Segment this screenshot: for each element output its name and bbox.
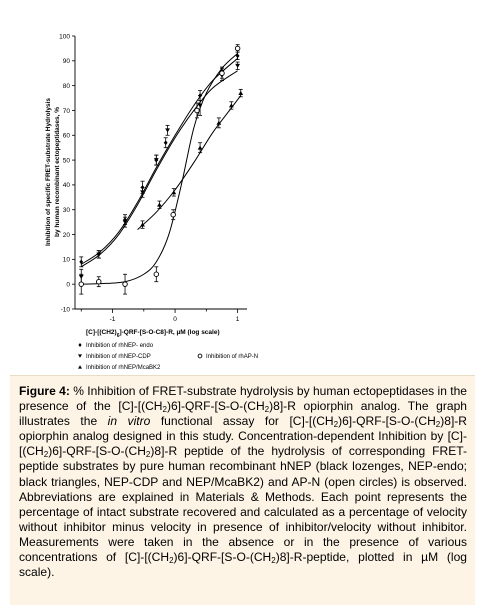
- legend-label: Inhibition of rhNEP- endo: [86, 343, 154, 350]
- triangle-up-marker: [198, 146, 203, 150]
- triangle-up-marker: [238, 91, 243, 95]
- legend: [78, 343, 258, 371]
- open-circle-marker: [96, 279, 101, 284]
- y-tick-label: 100: [59, 33, 70, 41]
- caption-label: Figure 4:: [19, 384, 70, 398]
- open-circle-marker: [154, 272, 159, 277]
- y-tick-label: 20: [62, 231, 70, 239]
- legend-item: [78, 365, 161, 371]
- open-circle-marker: [123, 282, 128, 287]
- figure-caption: Figure 4: % Inhibition of FRET-substrate hydrolysis by human ectopeptidases in the presence of the $[C]-[(CH_2)6]-QRF-[S-O-(CH_2)8]-R$ opiorphin analog. The graph illustrates the in vitro functional assay for $[C]-[(CH_2)6]-QRF-[S-O-(CH_2)8]-R$ opiorphin analog designed in this study. Concentration-dependent Inhibition by $[C]-[(CH_2)6]-QRF-[S-O-(CH_2)8]-R$ peptide of the hydrolysis of corresponding FRET-peptide substrates by pure human recombinant hNEP (black lozenges, NEP-endo; black triangles, NEP-CDP and NEP/McaBK2) and AP-N (open circles) is observed. Abbreviations are explained in Materials & Methods. Each point represents the percentage of intact substrate recovered and calculated as a percentage of velocity without inhibitor minus velocity in presence of inhibitor/velocity without inhibitor. Measurements were taken in the absence or in the presence of various concentrations of $[C]-[(CH_2)6]-QRF-[S-O-(CH_2)8]-R$-peptide, plotted in µM (log scale).: [10, 375, 475, 605]
- fit-curve-diamond: [81, 58, 237, 264]
- fit-curves: [81, 53, 240, 284]
- y-tick-label: 80: [62, 82, 70, 90]
- legend-item: [78, 354, 151, 360]
- triangle-up-marker: [171, 190, 176, 194]
- legend-item: [198, 354, 258, 360]
- x-tick-label: 0: [173, 316, 177, 323]
- diamond-marker: [164, 140, 168, 145]
- fit-curve-triangle-up: [138, 96, 241, 230]
- legend-label: Inhibition of rhAP-N: [206, 354, 259, 361]
- y-tick-label: 50: [62, 157, 70, 165]
- y-axis-title-line1: Inhibition of specific FRET-substrate Hydrolysis: [45, 97, 52, 247]
- series-triangle-down: [79, 62, 240, 284]
- open-circle-marker: [198, 354, 202, 358]
- y-tick-label: -10: [60, 306, 70, 314]
- triangle-down-marker: [198, 104, 203, 108]
- x-tick-label: 1: [235, 316, 240, 323]
- triangle-up-marker: [78, 365, 82, 368]
- series-diamond: [79, 52, 239, 267]
- triangle-down-marker: [165, 128, 170, 132]
- y-axis-title-line2: by human recombinant ectopeptidases, %: [54, 106, 61, 238]
- legend-label: Inhibition of rhNEP/McaBK2: [86, 365, 161, 372]
- y-tick-label: 60: [62, 132, 70, 140]
- y-tick-label: 30: [62, 207, 70, 215]
- triangle-down-marker: [235, 64, 240, 68]
- triangle-down-marker: [78, 354, 82, 357]
- y-tick-label: 0: [66, 281, 70, 289]
- data-points: [79, 45, 243, 294]
- x-tick-label: -1: [109, 316, 116, 323]
- y-tick-label: 10: [62, 256, 70, 264]
- legend-label: Inhibition of rhNEP-CDP: [86, 354, 151, 361]
- x-axis-title: $[C]-[(CH2)_6]-QRF-[S-O-C8]-R$, µM (log scale): [86, 329, 220, 339]
- y-tick-label: 40: [62, 182, 70, 190]
- diamond-marker: [78, 343, 81, 347]
- legend-item: [78, 343, 153, 349]
- open-circle-marker: [195, 108, 200, 113]
- fit-curve-triangle-down: [81, 71, 237, 267]
- open-circle-marker: [235, 46, 240, 51]
- open-circle-marker: [220, 71, 225, 76]
- y-tick-label: 90: [62, 58, 70, 66]
- triangle-up-marker: [157, 203, 162, 207]
- open-circle-marker: [171, 212, 176, 217]
- open-circle-marker: [79, 282, 84, 287]
- y-tick-label: 70: [62, 107, 70, 115]
